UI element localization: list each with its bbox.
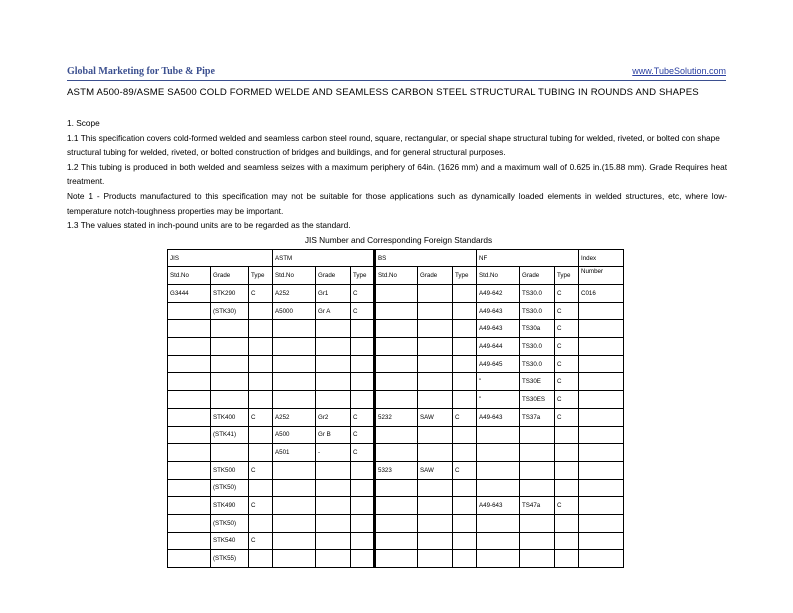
table-cell: C <box>453 408 477 426</box>
table-cell <box>375 532 418 550</box>
table-cell <box>273 514 316 532</box>
table-cell <box>579 355 624 373</box>
table-cell: SAW <box>418 461 453 479</box>
table-cell: STK290 <box>211 285 249 303</box>
column-header: Grade <box>316 267 351 285</box>
note-1: Note 1 - Products manufactured to this specification may not be suitable for those applications such as dynamically loaded elements in welded structures, etc, where low-temperature notch-toughness properties may be important. <box>67 190 727 216</box>
table-cell: C <box>555 408 579 426</box>
table-cell <box>273 497 316 515</box>
table-row <box>168 320 624 338</box>
table-cell <box>579 497 624 515</box>
table-cell <box>249 550 273 568</box>
table-cell <box>168 532 211 550</box>
table-cell <box>418 514 453 532</box>
table-cell <box>273 355 316 373</box>
table-cell <box>375 391 418 409</box>
table-cell <box>316 373 351 391</box>
document-body <box>67 116 727 233</box>
table-cell <box>316 338 351 356</box>
column-header: Std.No <box>477 267 520 285</box>
table-cell <box>453 444 477 462</box>
table-cell <box>418 532 453 550</box>
table-cell: C <box>249 532 273 550</box>
table-cell <box>418 338 453 356</box>
table-cell <box>351 355 375 373</box>
column-header-row <box>168 267 624 285</box>
column-header: Number <box>579 267 624 285</box>
table-cell <box>477 461 520 479</box>
table-row <box>168 514 624 532</box>
table-cell <box>273 532 316 550</box>
table-cell <box>579 302 624 320</box>
table-cell <box>351 373 375 391</box>
table-cell <box>316 355 351 373</box>
table-cell <box>211 355 249 373</box>
table-cell: TS30a <box>520 320 555 338</box>
table-cell <box>375 514 418 532</box>
table-cell <box>418 302 453 320</box>
table-cell <box>375 497 418 515</box>
table-cell <box>579 479 624 497</box>
table-cell: C <box>249 285 273 303</box>
table-cell <box>579 391 624 409</box>
table-cell: A49-643 <box>477 497 520 515</box>
table-cell <box>273 320 316 338</box>
table-cell <box>249 426 273 444</box>
table-cell <box>249 391 273 409</box>
group-astm: ASTM <box>273 250 375 267</box>
table-cell <box>520 532 555 550</box>
table-cell <box>168 320 211 338</box>
table-cell: C <box>249 497 273 515</box>
table-cell <box>168 373 211 391</box>
table-cell <box>168 444 211 462</box>
table-row <box>168 302 624 320</box>
table-cell <box>555 514 579 532</box>
table-cell: C <box>453 461 477 479</box>
table-cell <box>316 479 351 497</box>
table-cell: C <box>555 302 579 320</box>
table-row <box>168 532 624 550</box>
table-row <box>168 444 624 462</box>
table-cell: C <box>555 497 579 515</box>
table-cell: A252 <box>273 408 316 426</box>
table-cell <box>168 302 211 320</box>
table-cell <box>273 391 316 409</box>
column-header: Grade <box>418 267 453 285</box>
table-cell: TS30.0 <box>520 302 555 320</box>
table-cell: SAW <box>418 408 453 426</box>
table-cell <box>351 461 375 479</box>
table-cell <box>375 444 418 462</box>
column-header: Type <box>555 267 579 285</box>
table-cell <box>273 550 316 568</box>
table-cell <box>316 532 351 550</box>
table-cell: (STK55) <box>211 550 249 568</box>
table-cell <box>375 479 418 497</box>
table-cell <box>168 497 211 515</box>
table-cell <box>375 550 418 568</box>
table-cell <box>453 479 477 497</box>
table-cell <box>453 355 477 373</box>
table-cell <box>168 550 211 568</box>
table-cell <box>273 461 316 479</box>
table-cell: G3444 <box>168 285 211 303</box>
website-link[interactable]: www.TubeSolution.com <box>632 66 726 76</box>
table-row <box>168 461 624 479</box>
table-cell <box>555 550 579 568</box>
table-cell <box>555 479 579 497</box>
table-cell <box>375 426 418 444</box>
table-cell <box>316 391 351 409</box>
table-row <box>168 408 624 426</box>
table-cell <box>211 338 249 356</box>
table-cell <box>168 408 211 426</box>
table-cell <box>316 550 351 568</box>
table-cell: A49-645 <box>477 355 520 373</box>
table-cell <box>375 355 418 373</box>
table-cell <box>453 550 477 568</box>
table-cell <box>351 550 375 568</box>
table-cell <box>249 479 273 497</box>
table-cell <box>375 373 418 391</box>
table-cell <box>273 479 316 497</box>
table-cell <box>375 338 418 356</box>
table-cell <box>249 302 273 320</box>
table-cell: C <box>351 444 375 462</box>
table-cell <box>316 497 351 515</box>
table-cell <box>477 444 520 462</box>
table-cell: TS30E <box>520 373 555 391</box>
table-cell <box>351 479 375 497</box>
table-cell <box>351 514 375 532</box>
table-cell <box>453 338 477 356</box>
table-cell: STK540 <box>211 532 249 550</box>
table-cell <box>351 497 375 515</box>
group-index: Index <box>579 250 624 267</box>
table-cell <box>168 461 211 479</box>
column-header: Type <box>249 267 273 285</box>
table-cell <box>477 479 520 497</box>
table-cell: C <box>351 302 375 320</box>
table-cell <box>477 426 520 444</box>
table-cell: " <box>477 391 520 409</box>
table-cell: Gr2 <box>316 408 351 426</box>
document-title: ASTM A500-89/ASME SA500 COLD FORMED WELDE AND SEAMLESS CARBON STEEL STRUCTURAL TUBING IN ROUNDS AND SHAPES <box>67 87 699 98</box>
table-cell <box>555 444 579 462</box>
table-cell <box>211 391 249 409</box>
table-cell <box>520 550 555 568</box>
standards-table <box>167 249 624 568</box>
table-cell: STK400 <box>211 408 249 426</box>
table-row <box>168 285 624 303</box>
column-header: Grade <box>520 267 555 285</box>
table-row <box>168 355 624 373</box>
table-cell: TS30.0 <box>520 338 555 356</box>
table-cell <box>351 320 375 338</box>
table-cell <box>211 373 249 391</box>
table-cell <box>579 461 624 479</box>
table-cell: C <box>351 408 375 426</box>
table-cell <box>579 320 624 338</box>
table-cell <box>579 426 624 444</box>
table-cell <box>249 320 273 338</box>
table-cell: A5000 <box>273 302 316 320</box>
table-cell: TS37a <box>520 408 555 426</box>
table-cell <box>579 338 624 356</box>
table-cell <box>249 373 273 391</box>
table-cell: 5232 <box>375 408 418 426</box>
table-cell <box>375 302 418 320</box>
table-cell: Gr A <box>316 302 351 320</box>
table-cell: STK500 <box>211 461 249 479</box>
table-cell <box>351 532 375 550</box>
table-cell <box>453 426 477 444</box>
table-cell: C <box>555 355 579 373</box>
table-cell: (STK30) <box>211 302 249 320</box>
table-cell <box>418 373 453 391</box>
table-row <box>168 391 624 409</box>
table-cell <box>453 302 477 320</box>
table-cell: C <box>555 391 579 409</box>
table-cell <box>418 479 453 497</box>
table-cell: TS30.0 <box>520 285 555 303</box>
table-cell <box>375 320 418 338</box>
table-cell <box>453 497 477 515</box>
table-cell <box>520 514 555 532</box>
table-row <box>168 338 624 356</box>
table-cell: (STK41) <box>211 426 249 444</box>
table-cell: C <box>351 285 375 303</box>
table-cell: C <box>555 285 579 303</box>
group-nf: NF <box>477 250 579 267</box>
table-cell <box>249 444 273 462</box>
table-cell: " <box>477 373 520 391</box>
table-cell <box>418 320 453 338</box>
table-cell <box>168 355 211 373</box>
table-cell <box>418 497 453 515</box>
table-cell <box>351 391 375 409</box>
table-cell: A49-644 <box>477 338 520 356</box>
table-cell <box>579 444 624 462</box>
table-cell <box>211 444 249 462</box>
table-cell: C016 <box>579 285 624 303</box>
table-cell: C <box>555 338 579 356</box>
table-row <box>168 497 624 515</box>
table-cell <box>273 338 316 356</box>
table-cell <box>273 373 316 391</box>
table-cell: A252 <box>273 285 316 303</box>
table-cell <box>418 391 453 409</box>
table-cell: (STK50) <box>211 514 249 532</box>
table-cell: A49-643 <box>477 408 520 426</box>
table-cell <box>168 426 211 444</box>
column-header: Std.No <box>168 267 211 285</box>
table-cell <box>453 285 477 303</box>
table-cell: A500 <box>273 426 316 444</box>
table-cell: C <box>555 373 579 391</box>
table-cell <box>477 532 520 550</box>
table-cell: 5323 <box>375 461 418 479</box>
table-cell <box>168 514 211 532</box>
page-header <box>67 66 726 81</box>
table-cell <box>418 285 453 303</box>
column-header: Type <box>351 267 375 285</box>
column-header: Std.No <box>375 267 418 285</box>
table-cell: - <box>316 444 351 462</box>
table-cell: TS47a <box>520 497 555 515</box>
table-cell <box>520 479 555 497</box>
table-cell: A49-643 <box>477 320 520 338</box>
table-cell <box>168 391 211 409</box>
paragraph-1-1: 1.1 This specification covers cold-formed welded and seamless carbon steel round, square, rectangular, or special shape structural tubing for welded, riveted, or bolted con shape structural tubing for welded, riveted, or bolted construction of bridges and buildings, and for general structural purposes. <box>67 132 720 158</box>
table-cell: A49-642 <box>477 285 520 303</box>
table-cell <box>249 355 273 373</box>
group-bs: BS <box>375 250 477 267</box>
table-cell: (STK50) <box>211 479 249 497</box>
company-name: Global Marketing for Tube & Pipe <box>67 66 215 77</box>
table-cell <box>579 373 624 391</box>
table-cell <box>579 532 624 550</box>
table-cell <box>579 550 624 568</box>
table-cell: STK490 <box>211 497 249 515</box>
table-cell <box>520 461 555 479</box>
table-cell <box>211 320 249 338</box>
table-cell: C <box>555 320 579 338</box>
table-body <box>168 285 624 568</box>
table-cell <box>555 532 579 550</box>
table-cell: TS30ES <box>520 391 555 409</box>
table-cell <box>453 391 477 409</box>
table-cell <box>418 355 453 373</box>
table-cell <box>249 514 273 532</box>
table-cell <box>520 444 555 462</box>
table-row <box>168 550 624 568</box>
table-caption: JIS Number and Corresponding Foreign Standards <box>304 235 493 245</box>
table-cell: A49-643 <box>477 302 520 320</box>
group-jis: JIS <box>168 250 273 267</box>
table-cell <box>555 461 579 479</box>
table-cell <box>316 461 351 479</box>
table-cell: Gr1 <box>316 285 351 303</box>
table-cell <box>418 550 453 568</box>
table-cell <box>168 479 211 497</box>
table-cell <box>316 320 351 338</box>
table-row <box>168 373 624 391</box>
table-cell <box>249 338 273 356</box>
table-cell <box>453 320 477 338</box>
table-cell <box>453 532 477 550</box>
table-cell <box>579 514 624 532</box>
column-header: Std.No <box>273 267 316 285</box>
table-cell: C <box>351 426 375 444</box>
table-cell <box>316 514 351 532</box>
table-cell <box>520 426 555 444</box>
table-cell <box>453 514 477 532</box>
group-header-row <box>168 250 624 267</box>
table-cell <box>555 426 579 444</box>
table-cell: C <box>249 408 273 426</box>
table-cell: TS30.0 <box>520 355 555 373</box>
table-cell <box>477 514 520 532</box>
paragraph-1-2: 1.2 This tubing is produced in both welded and seamless seizes with a maximum periphery of 64in. (1626 mm) and a maximum wall of 0.625 in.(15.88 mm). Grade Requires heat treatment. <box>67 161 727 187</box>
paragraph-1-3: 1.3 The values stated in inch-pound units are to be regarded as the standard. <box>67 220 351 231</box>
table-cell: A501 <box>273 444 316 462</box>
scope-heading: 1. Scope <box>67 118 100 128</box>
table-row <box>168 479 624 497</box>
table-cell: Gr B <box>316 426 351 444</box>
table-cell <box>453 373 477 391</box>
table-cell <box>375 285 418 303</box>
table-cell <box>579 408 624 426</box>
table-cell <box>418 426 453 444</box>
table-cell <box>477 550 520 568</box>
column-header: Grade <box>211 267 249 285</box>
table-row <box>168 426 624 444</box>
table-cell: C <box>249 461 273 479</box>
table-cell <box>351 338 375 356</box>
column-header: Type <box>453 267 477 285</box>
table-cell <box>418 444 453 462</box>
table-cell <box>168 338 211 356</box>
